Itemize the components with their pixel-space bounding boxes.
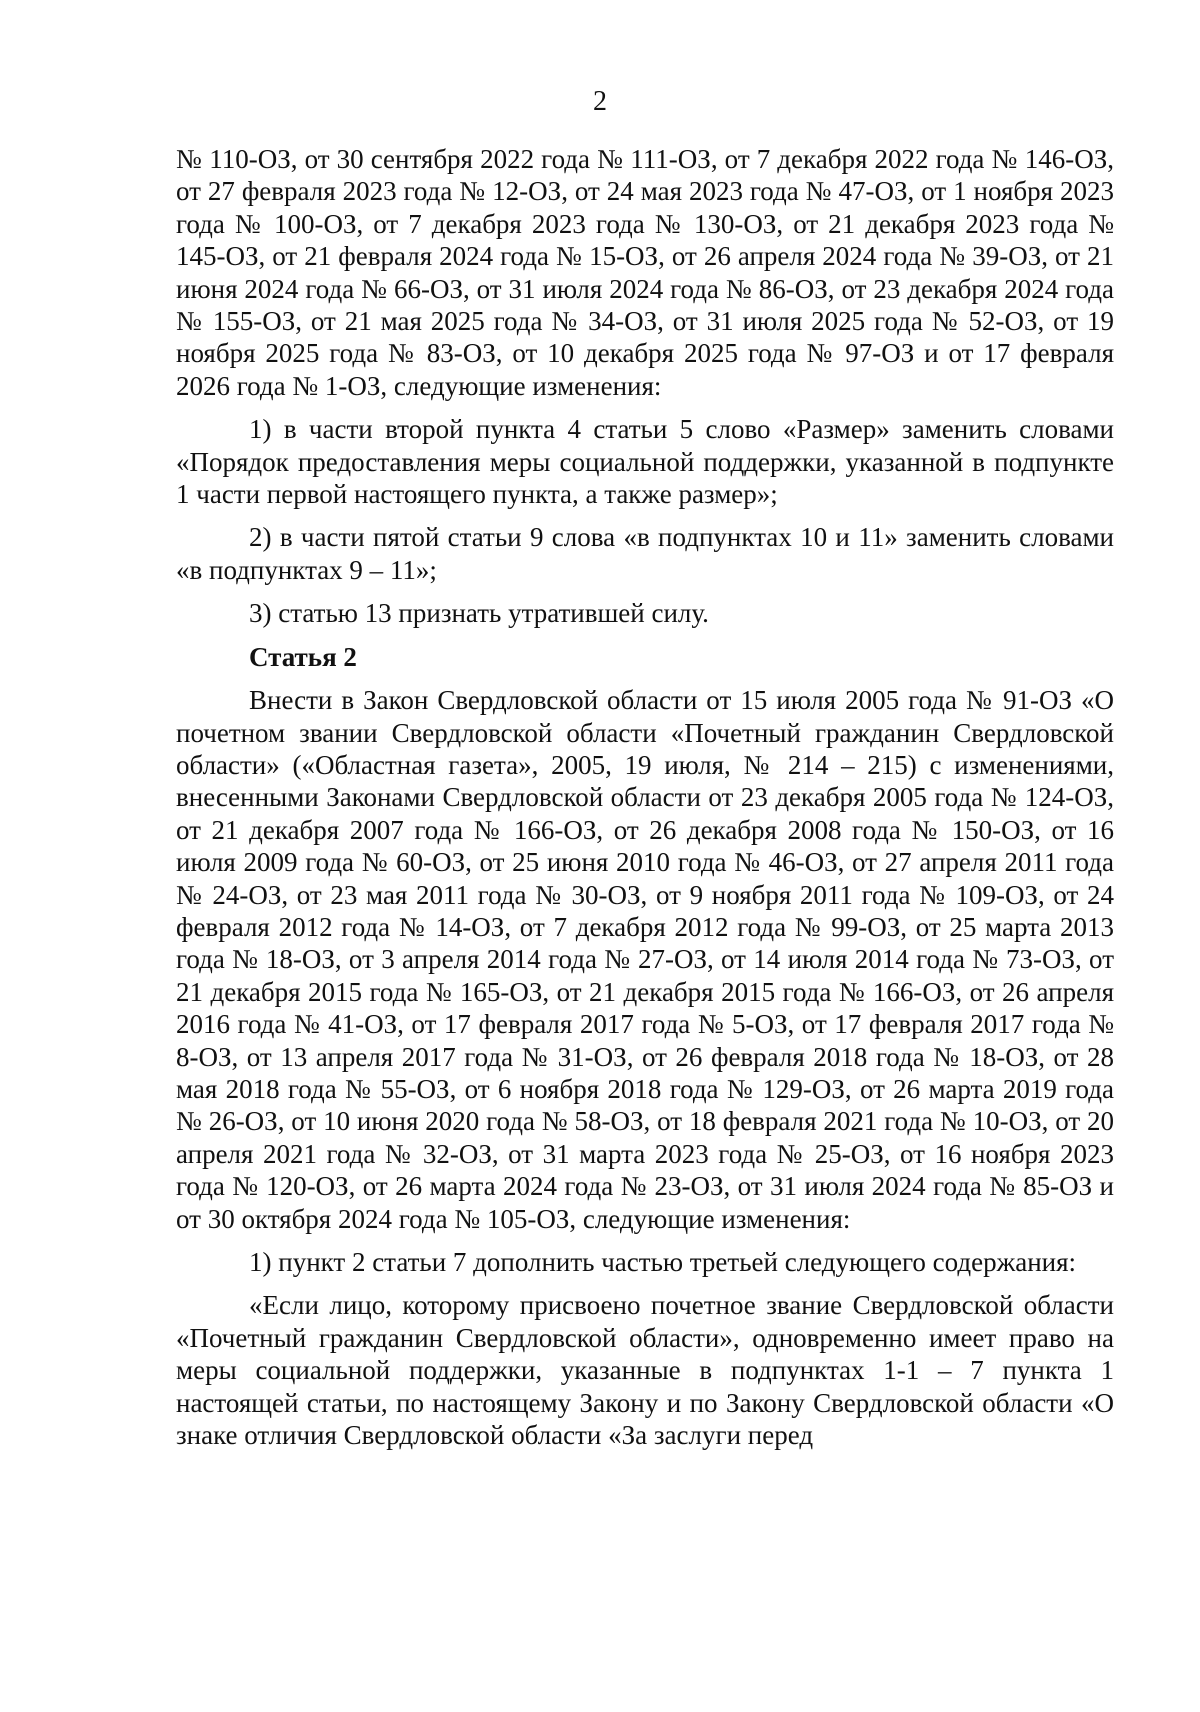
amendment-item-3: 3) статью 13 признать утратившей силу. bbox=[249, 598, 709, 629]
amendment-item-2: 2) в части пятой статьи 9 слова «в подпунктах 10 и 11» заменить словами «в подпунктах 9 – 11»; bbox=[176, 522, 1114, 585]
amendment-item-1: 1) в части второй пункта 4 статьи 5 слово «Размер» заменить словами «Порядок предоставления меры социальной поддержки, указанной в подпункте 1 части первой настоящего пункта, а также размер»; bbox=[176, 414, 1114, 510]
intro-continuation-paragraph: № 110-ОЗ, от 30 сентября 2022 года № 111-ОЗ, от 7 декабря 2022 года № 146-ОЗ, от 27 февраля 2023 года № 12-ОЗ, от 24 мая 2023 года № 47-ОЗ, от 1 ноября 2023 года № 100-ОЗ, от 7 декабря 2023 года № 130-ОЗ, от 21 декабря 2023 года № 145-ОЗ, от 21 февраля 2024 года № 15-ОЗ, от 26 апреля 2024 года № 39-ОЗ, от 21 июня 2024 года № 66-ОЗ, от 31 июля 2024 года № 86-ОЗ, от 23 декабря 2024 года № 155-ОЗ, от 21 мая 2025 года № 34-ОЗ, от 31 июля 2025 года № 52-ОЗ, от 19 ноября 2025 года № 83-ОЗ, от 10 декабря 2025 года № 97-ОЗ и от 17 февраля 2026 года № 1-ОЗ, следующие изменения: bbox=[176, 144, 1114, 401]
article-2-item-1: 1) пункт 2 статьи 7 дополнить частью третьей следующего содержания: bbox=[249, 1247, 1077, 1277]
article-2-body: Внести в Закон Свердловской области от 15 июля 2005 года № 91-ОЗ «О почетном звании Свердловской области «Почетный гражданин Свердловской области» («Областная газета», 2005, 19 июля, № 214 – 215) с изменениями, внесенными Законами Свердловской области от 23 декабря 2005 года № 124-ОЗ, от 21 декабря 2007 года № 166-ОЗ, от 26 декабря 2008 года № 150-ОЗ, от 16 июля 2009 года № 60-ОЗ, от 25 июня 2010 года № 46-ОЗ, от 27 апреля 2011 года № 24-ОЗ, от 23 мая 2011 года № 30-ОЗ, от 9 ноября 2011 года № 109-ОЗ, от 24 февраля 2012 года № 14-ОЗ, от 7 декабря 2012 года № 99-ОЗ, от 25 марта 2013 года № 18-ОЗ, от 3 апреля 2014 года № 27-ОЗ, от 14 июля 2014 года № 73-ОЗ, от 21 декабря 2015 года № 165-ОЗ, от 21 декабря 2015 года № 166-ОЗ, от 26 апреля 2016 года № 41-ОЗ, от 17 февраля 2017 года № 5-ОЗ, от 17 февраля 2017 года № 8-ОЗ, от 13 апреля 2017 года № 31-ОЗ, от 26 февраля 2018 года № 18-ОЗ, от 28 мая 2018 года № 55-ОЗ, от 6 ноября 2018 года № 129-ОЗ, от 26 марта 2019 года № 26-ОЗ, от 10 июня 2020 года № 58-ОЗ, от 18 февраля 2021 года № 10-ОЗ, от 20 апреля 2021 года № 32-ОЗ, от 31 марта 2023 года № 25-ОЗ, от 16 ноября 2023 года № 120-ОЗ, от 26 марта 2024 года № 23-ОЗ, от 31 июля 2024 года № 85-ОЗ и от 30 октября 2024 года № 105-ОЗ, следующие изменения: bbox=[176, 685, 1114, 1234]
article-2-heading: Статья 2 bbox=[249, 641, 357, 672]
document-body bbox=[176, 143, 1114, 1451]
quoted-part-paragraph: «Если лицо, которому присвоено почетное звание Свердловской области «Почетный гражданин Свердловской области», одновременно имеет право на меры социальной поддержки, указанные в подпунктах 1-1 – 7 пункта 1 настоящей статьи, по настоящему Закону и по Закону Свердловской области «О знаке отличия Свердловской области «За заслуги перед bbox=[176, 1290, 1114, 1451]
page-number: 2 bbox=[593, 86, 607, 117]
